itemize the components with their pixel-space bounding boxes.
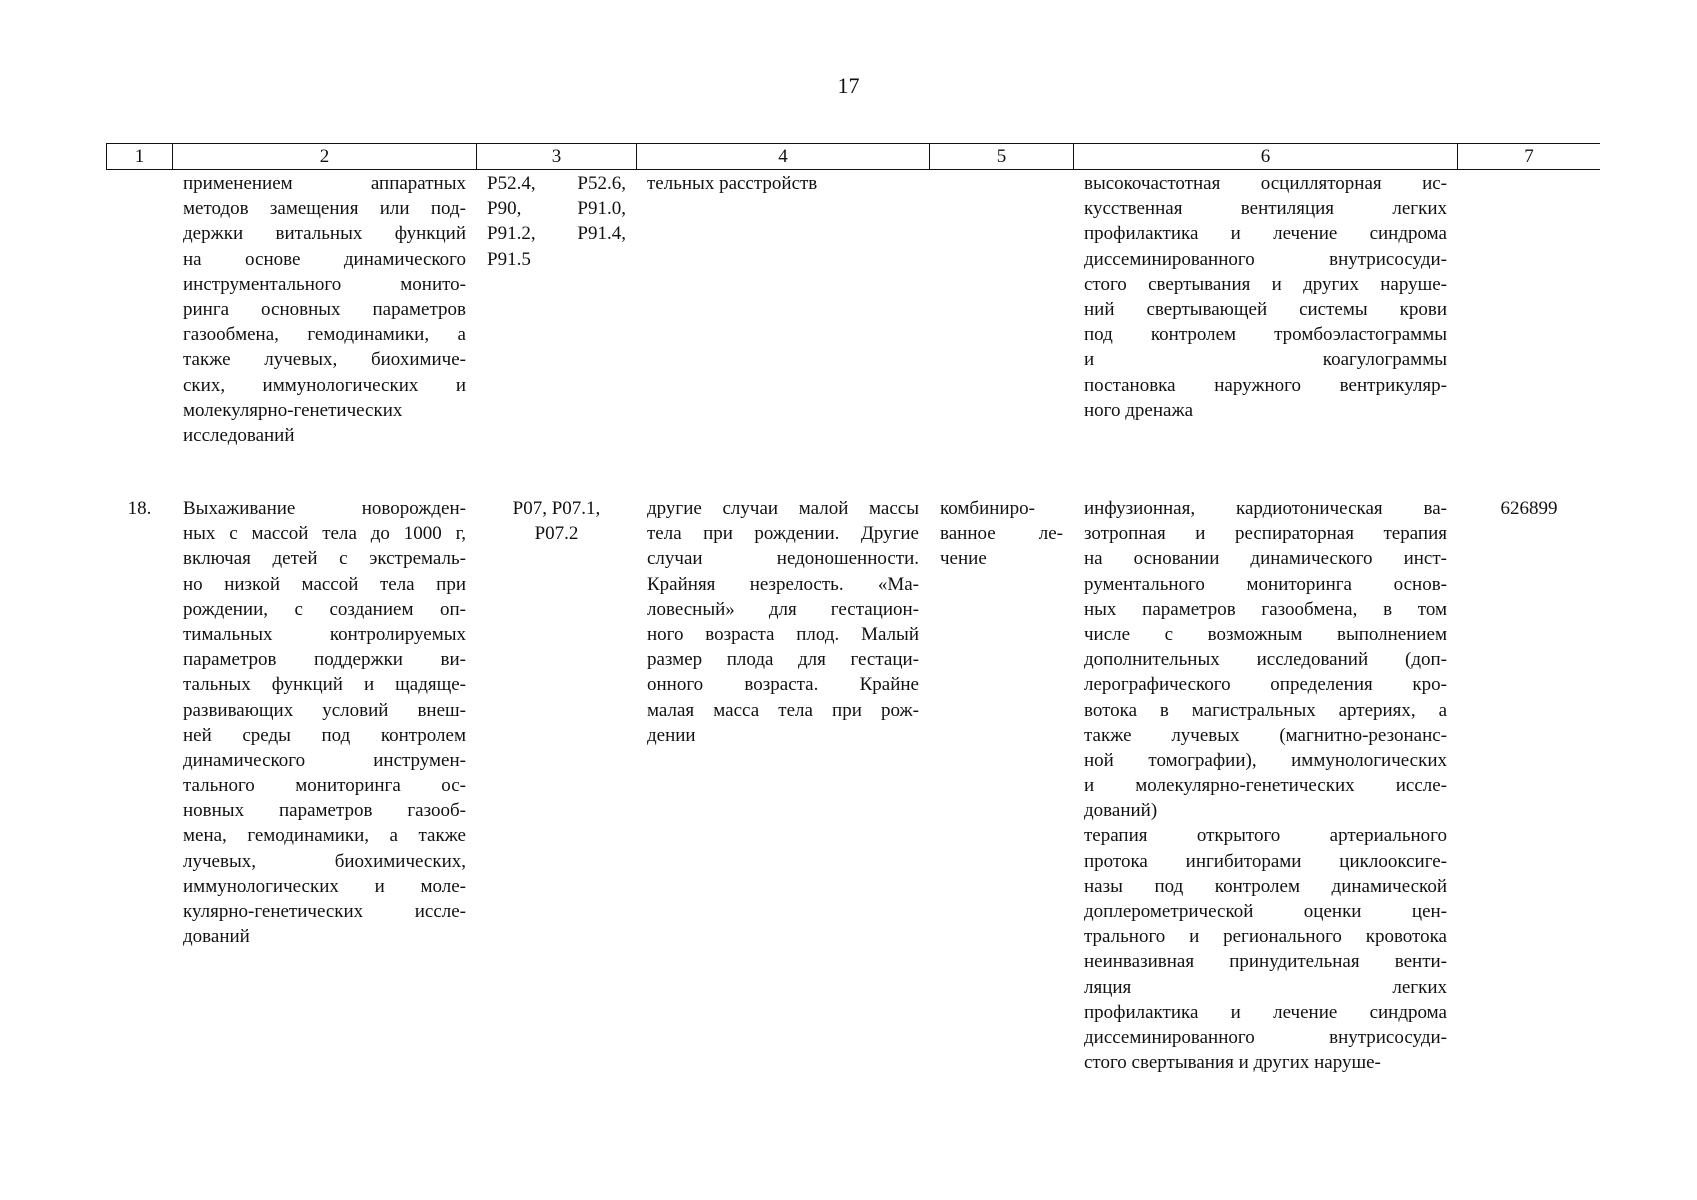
continued-row-methods	[1084, 171, 1447, 423]
text-line: числе с возможным выполнением	[1084, 623, 1447, 645]
text-line: терапия открытого артериального	[1084, 825, 1447, 847]
text-line: диссеминированного внутрисосуди-	[1084, 1026, 1447, 1048]
text-line: ной томографии), иммунологических	[1084, 749, 1447, 771]
text-line: иммунологических и моле-	[183, 875, 466, 897]
text-line: диссеминированного внутрисосуди-	[1084, 248, 1447, 270]
text-line: Выхаживание новорожден-	[183, 498, 466, 519]
header-col-1: 1	[134, 146, 145, 167]
text-line: параметров поддержки ви-	[183, 649, 466, 671]
text-line: газообмена, гемодинамики, а	[183, 324, 466, 346]
text-line: ней среды под контролем	[183, 724, 466, 746]
diagnosis-code: P52.4,	[487, 173, 536, 194]
text-line: исследований	[183, 424, 295, 446]
text-line: рументального мониторинга основ-	[1084, 573, 1447, 595]
row-number: 18.	[127, 498, 152, 519]
text-line: и молекулярно-генетических иссле-	[1084, 775, 1447, 797]
text-line: инструментального монито-	[183, 273, 466, 295]
text-line: также лучевых, биохимиче-	[183, 349, 466, 371]
text-line: ловесный» для гестацион-	[647, 598, 919, 620]
text-line: ного дренажа	[1084, 399, 1193, 421]
text-line: ных с массой тела до 1000 г,	[183, 523, 466, 545]
continued-row-codes	[487, 171, 626, 272]
text-line: динамического инструмен-	[183, 749, 466, 771]
text-line: дении	[647, 724, 696, 746]
continued-row-description	[183, 171, 466, 448]
text-line: но низкой массой тела при	[183, 573, 466, 595]
text-line: ских, иммунологических и	[183, 374, 466, 396]
text-line: ного возраста плод. Малый	[647, 623, 919, 645]
text-line: методов замещения или под-	[183, 198, 466, 220]
diagnosis-code: P90,	[487, 198, 522, 220]
text-line: дополнительных исследований (доп-	[1084, 649, 1447, 671]
row-18-treatment-type	[940, 496, 1063, 572]
row-18-diagnosis	[647, 496, 919, 748]
text-line: другие случаи малой массы	[647, 498, 919, 519]
text-line: профилактика и лечение синдрома	[1084, 1001, 1447, 1023]
header-col-7: 7	[1524, 146, 1534, 167]
text-line: на основе динамического	[183, 248, 466, 270]
row-18-description	[183, 496, 466, 949]
text-line: тельных расстройств	[647, 173, 818, 194]
text-line: инфузионная, кардиотоническая ва-	[1084, 498, 1447, 519]
codes-row	[487, 171, 626, 196]
diagnosis-code: P91.5	[487, 248, 531, 270]
header-col-2: 2	[319, 146, 330, 167]
text-line: Крайняя незрелость. «Ма-	[647, 573, 919, 595]
text-line: дований	[183, 926, 250, 948]
text-line: малая масса тела при рож-	[647, 699, 919, 721]
text-line: под контролем тромбоэластограммы	[1084, 324, 1447, 346]
text-line: включая детей с экстремаль-	[183, 548, 466, 570]
codes-row	[487, 221, 626, 246]
text-line: применением аппаратных	[183, 173, 466, 194]
text-line: постановка наружного вентрикуляр-	[1084, 374, 1447, 396]
text-line: размер плода для гестаци-	[647, 649, 919, 671]
header-col-5: 5	[996, 146, 1007, 167]
text-line: кусственная вентиляция легких	[1084, 198, 1447, 220]
text-line: стого свертывания и других наруше-	[1084, 1052, 1381, 1074]
text-line: кулярно-генетических иссле-	[183, 901, 466, 922]
diagnosis-code: P91.0,	[577, 198, 626, 220]
text-line: P07, P07.1,	[512, 498, 601, 519]
text-line: стого свертывания и других наруше-	[1084, 273, 1447, 295]
table-header-bottom-border	[106, 169, 1600, 170]
text-line: тела при рождении. Другие	[647, 523, 919, 545]
text-line: тальных функций и щадяще-	[183, 674, 466, 696]
text-line: P07.2	[534, 523, 579, 545]
text-line: назы под контролем динамической	[1084, 875, 1447, 897]
text-line: ванное ле-	[940, 523, 1063, 545]
text-line: развивающих условий внеш-	[183, 699, 466, 721]
text-line: мена, гемодинамики, а также	[183, 825, 466, 847]
text-line: лучевых, биохимических,	[183, 850, 466, 872]
text-line: ных параметров газообмена, в том	[1084, 598, 1447, 620]
text-line: неинвазивная принудительная венти-	[1084, 951, 1447, 973]
text-line: молекулярно-генетических	[183, 399, 403, 421]
header-col-6: 6	[1260, 146, 1271, 167]
page-number: 17	[837, 73, 860, 98]
text-line: протока ингибиторами циклооксиге-	[1084, 850, 1447, 872]
text-line: вотока в магистральных артериях, а	[1084, 699, 1447, 721]
text-line: ляция легких	[1084, 976, 1447, 998]
header-col-3: 3	[551, 146, 562, 167]
diagnosis-code: P52.6,	[577, 173, 626, 194]
continued-row-diagnosis	[647, 171, 919, 196]
text-line: дований)	[1084, 800, 1158, 822]
text-line: лерографического определения кро-	[1084, 674, 1447, 696]
text-line: трального и регионального кровотока	[1084, 926, 1447, 948]
text-line: новных параметров газооб-	[183, 800, 466, 822]
codes-row	[487, 247, 626, 272]
text-line: тимальных контролируемых	[183, 623, 466, 645]
diagnosis-code: P91.4,	[577, 223, 626, 245]
text-line: доплерометрической оценки цен-	[1084, 901, 1447, 922]
row-18-cost: 626899	[1500, 498, 1558, 519]
diagnosis-code: P91.2,	[487, 223, 536, 245]
text-line: также лучевых (магнитно-резонанс-	[1084, 724, 1447, 746]
text-line: профилактика и лечение синдрома	[1084, 223, 1447, 245]
text-line: чение	[940, 548, 987, 570]
text-line: и коагулограммы	[1084, 349, 1447, 371]
text-line: высокочастотная осцилляторная ис-	[1084, 173, 1447, 194]
text-line: ринга основных параметров	[183, 298, 466, 320]
text-line: онного возраста. Крайне	[647, 674, 919, 696]
text-line: случаи недоношенности.	[647, 548, 919, 570]
row-18-methods	[1084, 496, 1447, 1075]
text-line: комбиниро-	[940, 498, 1035, 519]
text-line: держки витальных функций	[183, 223, 466, 245]
text-line: зотропная и респираторная терапия	[1084, 523, 1447, 545]
codes-row	[487, 196, 626, 221]
text-line: тального мониторинга ос-	[183, 775, 466, 797]
text-line: ний свертывающей системы крови	[1084, 298, 1447, 320]
text-line: рождении, с созданием оп-	[183, 598, 466, 620]
row-18-codes	[477, 496, 636, 546]
text-line: на основании динамического инст-	[1084, 548, 1447, 570]
header-col-4: 4	[778, 146, 788, 167]
